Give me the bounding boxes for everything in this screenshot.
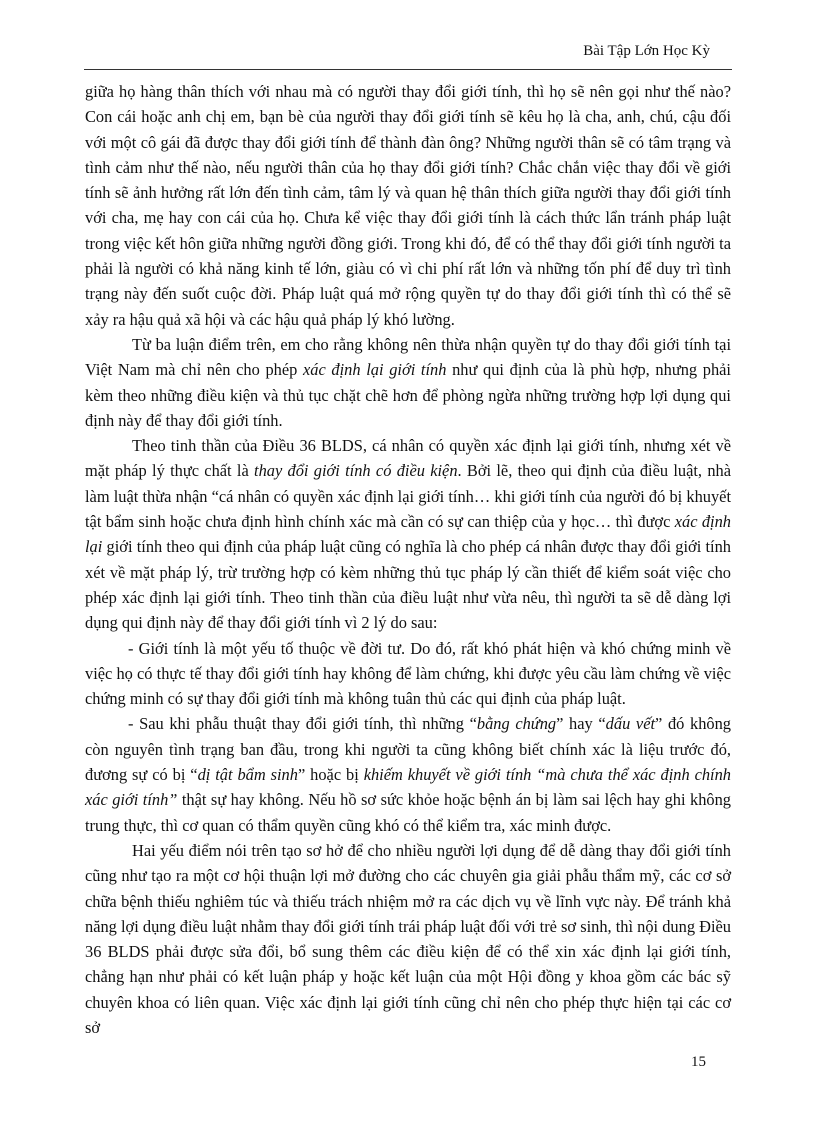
text-run: như qui định của là phù hợp, nhưng phải kèm theo những điều kiện và thủ tục chặt chẽ hơn để phòng ngừa những trường hợp lợi dụng qui định này để thay đổi giới tính. xyxy=(85,360,731,430)
paragraph-2 xyxy=(85,332,731,433)
paragraph-4 xyxy=(85,838,731,1040)
italic-run: bằng chứng xyxy=(476,714,557,734)
text-run: Theo tinh thần của Điều 36 BLDS, cá nhân có quyền xác định lại giới tính, nhưng xét về mặt pháp lý thực chất là xyxy=(85,436,731,481)
paragraph-3 xyxy=(85,433,731,635)
text-run: ” hay “ xyxy=(556,714,606,734)
text-run: Từ ba luận điểm trên, em cho rằng không nên thừa nhận quyền tự do thay đổi giới tính tại Việt Nam mà chỉ nên cho phép xyxy=(85,334,731,380)
text-run: giới tính theo qui định của pháp luật cũng có nghĩa là cho phép cá nhân được thay đổi giới tính xét về mặt pháp lý, trừ trường hợp có kèm những thủ tục pháp lý cần thiết để kiểm soát việc cho phép xác định lại giới tính. Theo tinh thần của điều luật như vừa nêu, thì người ta sẽ dễ dàng lợi dụng qui định này để thay đổi giới tính vì 2 lý do sau: xyxy=(85,537,731,633)
bullet-paragraph-1 xyxy=(85,636,731,712)
page-number: 15 xyxy=(691,1054,706,1070)
italic-run: dị tật bẩm sinh xyxy=(197,765,298,785)
header-rule xyxy=(84,69,732,70)
text-run: . Bởi lẽ, theo qui định của điều luật, nhà làm luật thừa nhận “cá nhân có quyền xác định lại giới tính… khi giới tính của người đó bị khuyết tật bẩm sinh hoặc chưa định hình chính xác mà cần có sự can thiệp của y học… thì được xyxy=(85,461,731,532)
text-run: ” hoặc bị xyxy=(297,765,364,785)
bullet-paragraph-2 xyxy=(85,711,731,837)
text-run: ” đó không còn nguyên tình trạng ban đầu, trong khi người ta cũng không biết chính xác là liệu trước đó, đương sự có bị “ xyxy=(85,714,731,785)
text-run: - Sau khi phẫu thuật thay đổi giới tính, thì những “ xyxy=(128,714,477,734)
text-run: thật sự hay không. Nếu hồ sơ sức khỏe hoặc bệnh án bị làm sai lệch hay ghi không trung thực, thì cơ quan có thẩm quyền cũng khó có thể kiểm tra, xác minh được. xyxy=(85,790,731,835)
paragraph-1 xyxy=(85,79,731,332)
document-body xyxy=(85,79,731,1040)
text-run: giữa họ hàng thân thích với nhau mà có người thay đổi giới tính, thì họ sẽ nên gọi như thế nào? Con cái hoặc anh chị em, bạn bè của người thay đổi giới tính sẽ kêu họ là cha, anh, chú, cậu đối với một cô gái đã được thay đổi giới tính để thành đàn ông? Những người thân sẽ có tâm trạng và tình cảm như thế nào, nếu người thân của họ thay đổi giới tính? Chắc chắn việc thay đổi về giới tính sẽ ảnh hưởng rất lớn đến tình cảm, tâm lý và quan hệ thân thích giữa người thay đổi giới tính với cha, mẹ hay con cái của họ. Chưa kể việc thay đổi giới tính là cách thức lẩn tránh pháp luật trong việc kết hôn giữa những người đồng giới. Trong khi đó, để có thể thay đổi giới tính người ta phải là người có khả năng kinh tế lớn, giàu có vì chi phí rất lớn và những tốn phí để duy trì tình trạng này đến suốt cuộc đời. Pháp luật quá mở rộng quyền tự do thay đổi giới tính thì có thể sẽ xảy ra hậu quả xã hội và các hậu quả pháp lý khó lường. xyxy=(85,82,731,329)
text-run: Hai yếu điểm nói trên tạo sơ hở để cho nhiều người lợi dụng để dễ dàng thay đổi giới tính cũng như tạo ra một cơ hội thuận lợi mở đường cho các chuyên gia giải phẫu thẩm mỹ, các cơ sở chữa bệnh thiếu nghiêm túc và thiếu trách nhiệm mở ra các dịch vụ về lĩnh vực này. Để tránh khả năng lợi dụng điều luật nhằm thay đổi giới tính trái pháp luật đối với trẻ sơ sinh, thì nội dung Điều 36 BLDS phải được sửa đổi, bổ sung thêm các điều kiện để có thể xin xác định lại giới tính, chẳng hạn như phải có kết luận pháp y hoặc kết luận của một Hội đồng y khoa gồm các bác sỹ chuyên khoa có liên quan. Việc xác định lại giới tính cũng chỉ nên cho phép thực hiện tại các cơ sở xyxy=(85,840,731,1037)
italic-run: dấu vết xyxy=(605,714,656,734)
text-run: - Giới tính là một yếu tố thuộc về đời tư. Do đó, rất khó phát hiện và khó chứng minh về việc họ có thực tế thay đổi giới tính hay không để làm chứng, khi được yêu cầu làm chứng về việc chứng minh có sự thay đổi giới tính mà không tuân thủ các qui định của pháp luật. xyxy=(85,638,731,709)
italic-run: khiếm khuyết về giới tính “mà chưa thể xác định chính xác giới tính” xyxy=(85,765,731,810)
italic-run: xác định lại xyxy=(85,512,731,557)
header-title: Bài Tập Lớn Học Kỳ xyxy=(583,43,710,59)
italic-run: xác định lại giới tính xyxy=(303,360,447,380)
italic-run: thay đổi giới tính có điều kiện xyxy=(254,461,458,481)
